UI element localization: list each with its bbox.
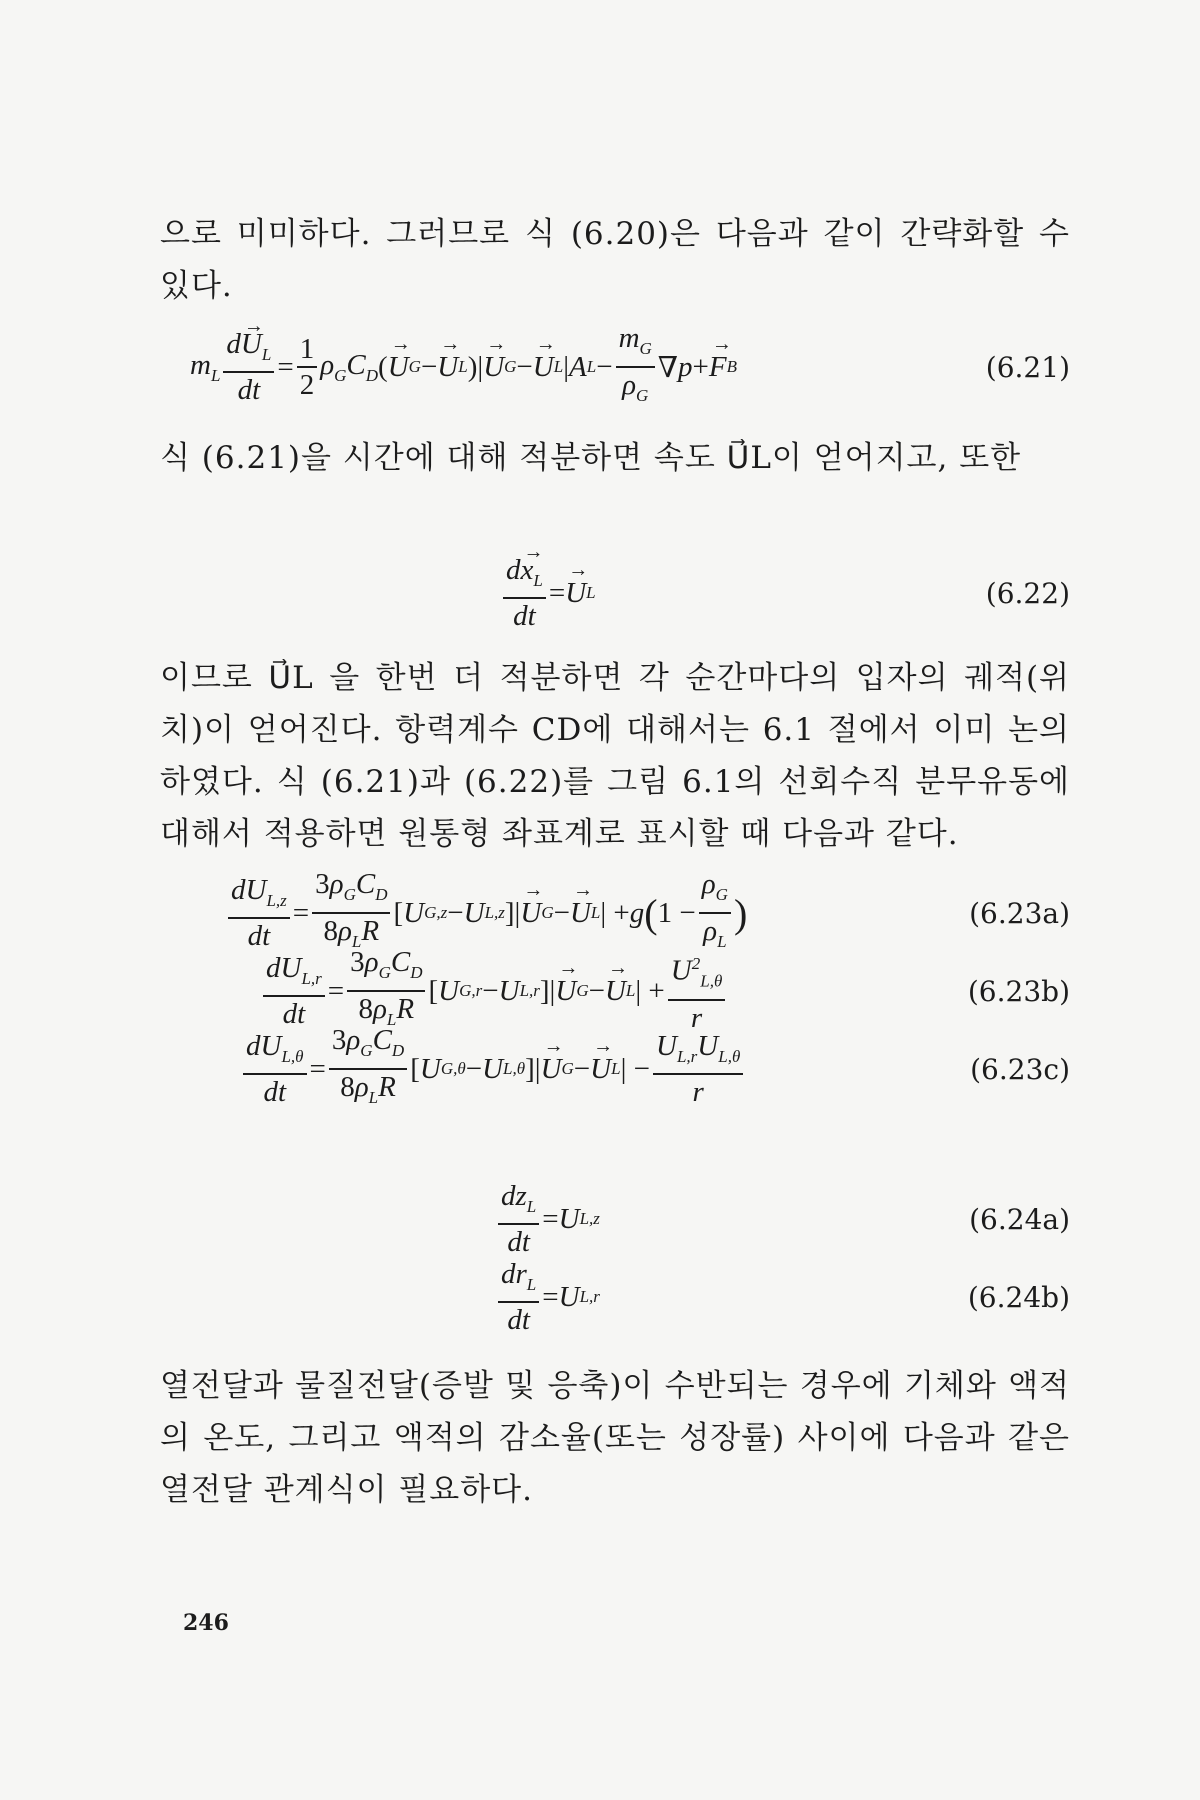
equation-number: (6.23b): [967, 974, 1070, 1008]
paragraph-intro: 으로 미미하다. 그러므로 식 (6.20)은 다음과 같이 간략화할 수 있다.: [160, 216, 1070, 304]
equation-6-21: $m_L$ $\frac{d\to U_L}{dt}$ = $\frac{1}{2}$ $\rho_GC_D$ ( → U G − → U L )| → U G − → U L | A L − $\frac{m_G}{\rho_G}$ ∇ p + → F B (6.21): [160, 322, 1070, 412]
equation-6-24b: $\frac{dr_L}{dt}$ = U L,r (6.24b): [160, 1252, 1070, 1342]
equation-number: (6.24b): [967, 1280, 1070, 1314]
equation-6-23a: $\frac{dU_{L,z}}{dt}$ = $\frac{3\rho_GC_D}{8\rho_LR}$ [ U G,z − U L,z ]| → U G − → U L | + g ( 1 − $\frac{\rho_G}{\rho_L}$ ) (6.23a): [160, 868, 1070, 958]
equation-6-22: $\frac{d\to x_L}{dt}$ = → U L (6.22): [160, 548, 1070, 638]
paragraph-trajectory: 이므로 U⃗L 을 한번 더 적분하면 각 순간마다의 입자의 궤적(위치)이 얻어진다. 항력계수 CD에 대해서는 6.1 절에서 이미 논의하였다. 식 (6.21)과 (6.22)를 그림 6.1의 선회수직 분무유동에 대해서 적용하면 원통형 좌표계로 표시할 때 다음과 같다.: [160, 660, 1070, 852]
equation-6-23b: $\frac{dU_{L,r}}{dt}$ = $\frac{3\rho_GC_D}{8\rho_LR}$ [ U G,r − U L,r ]| → U G − → U L | + $\frac{U^2_{L,\theta}}{r}$ (6.23b): [160, 946, 1070, 1036]
equation-number: (6.22): [985, 576, 1070, 610]
equation-6-24a: $\frac{dz_L}{dt}$ = U L,z (6.24a): [160, 1174, 1070, 1264]
equation-number: (6.23c): [970, 1052, 1070, 1086]
paragraph-heat-transfer: 열전달과 물질전달(증발 및 응축)이 수반되는 경우에 기체와 액적의 온도, 그리고 액적의 감소율(또는 성장률) 사이에 다음과 같은 열전달 관계식이 필요하다.: [160, 1368, 1070, 1508]
page-number: 246: [183, 1610, 229, 1636]
equation-number: (6.24a): [969, 1202, 1070, 1236]
equation-number: (6.21): [985, 350, 1070, 384]
equation-number: (6.23a): [969, 896, 1070, 930]
equation-6-23c: $\frac{dU_{L,\theta}}{dt}$ = $\frac{3\rho_GC_D}{8\rho_LR}$ [ U G,θ − U L,θ ]| → U G − → U L | − $\frac{U_{L,r}U_{L,\theta}}{r}$ (6.23c): [160, 1024, 1070, 1114]
paragraph-integration: 식 (6.21)을 시간에 대해 적분하면 속도 U⃗L이 얻어지고, 또한: [160, 440, 1022, 476]
